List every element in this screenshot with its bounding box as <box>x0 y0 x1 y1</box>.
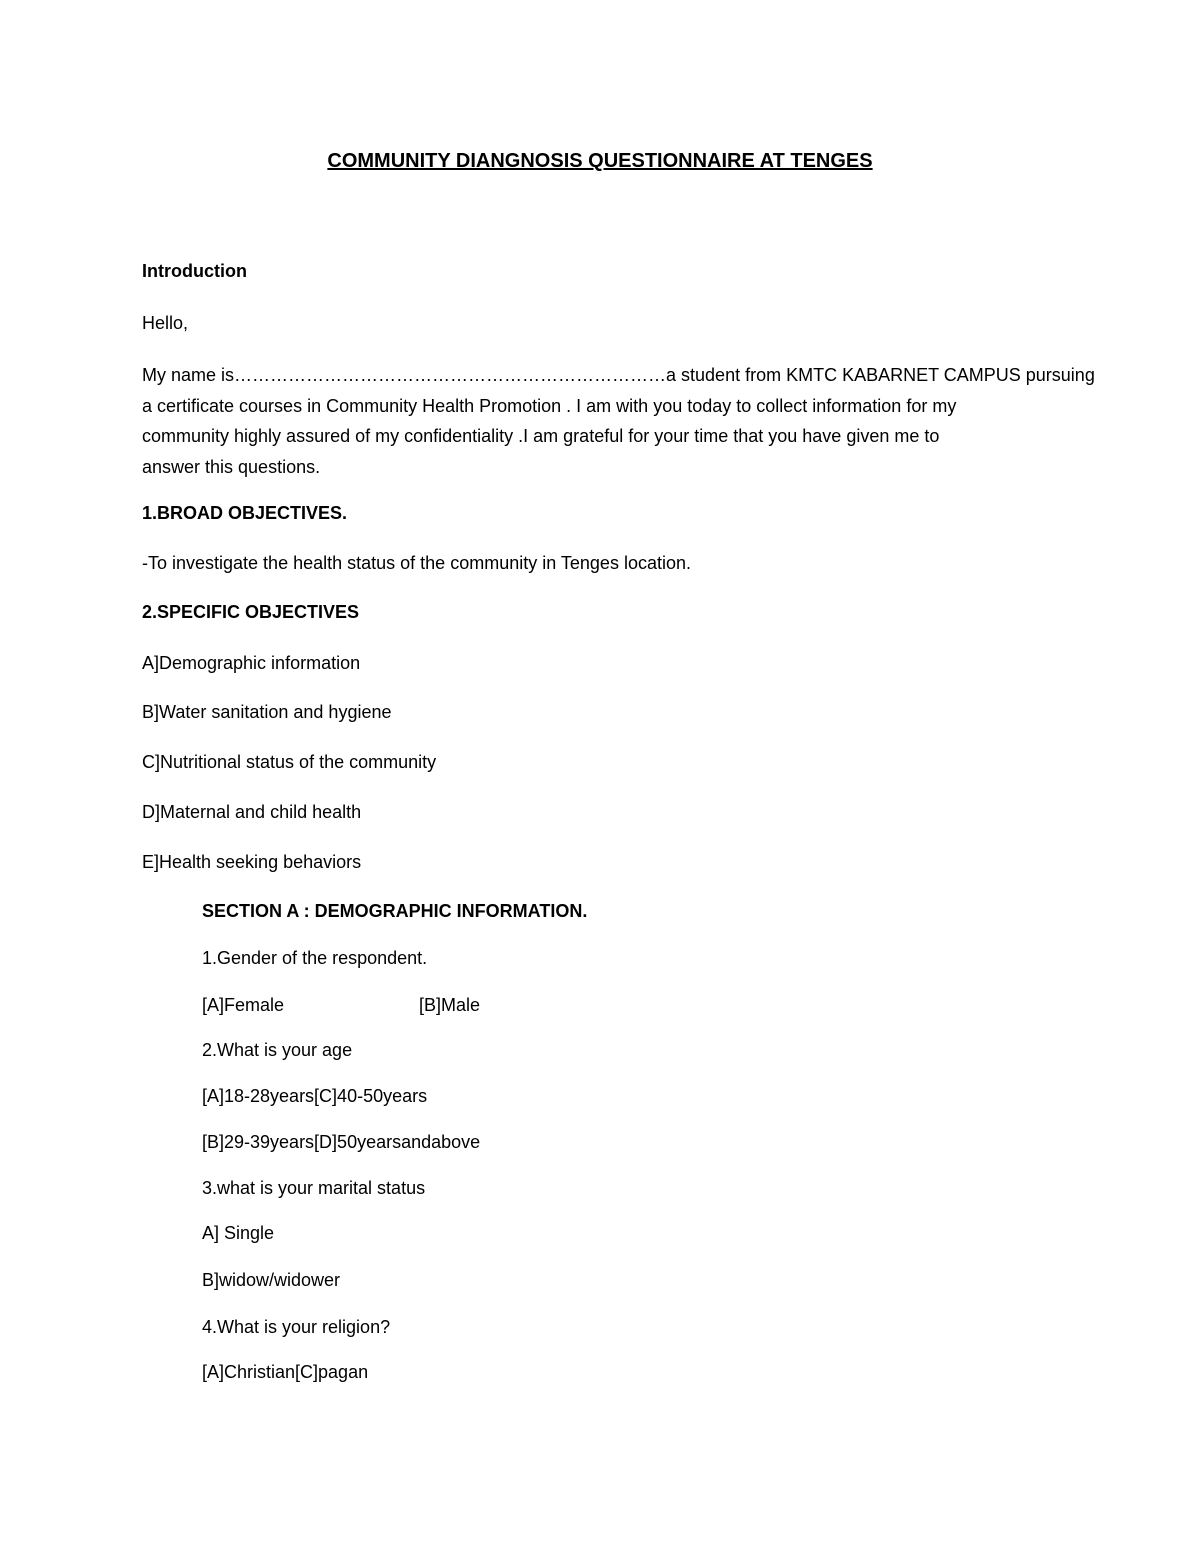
specific-objective-item: A]Demographic information <box>142 653 361 673</box>
specific-objective-item: E]Health seeking behaviors <box>142 852 362 872</box>
intro-line: community highly assured of my confidentiality .I am grateful for your time that you have given me to <box>142 426 940 446</box>
question-1-options <box>202 994 480 1016</box>
specific-objective-item: D]Maternal and child health <box>142 802 362 822</box>
question-3: 3.what is your marital status <box>202 1178 426 1198</box>
introduction-paragraph <box>142 360 1095 482</box>
specific-objectives-heading: 2.SPECIFIC OBJECTIVES <box>142 602 360 622</box>
option-female: [A]Female <box>202 995 285 1015</box>
intro-line: a certificate courses in Community Health Promotion . I am with you today to collect information for my <box>142 395 957 416</box>
document-title: COMMUNITY DIANGNOSIS QUESTIONNAIRE AT TENGES <box>327 150 873 172</box>
specific-objective-item: B]Water sanitation and hygiene <box>142 702 392 722</box>
question-2-options-row1: [A]18-28years[C]40-50years <box>202 1086 428 1106</box>
specific-objective-item: C]Nutritional status of the community <box>142 752 437 772</box>
question-2-options-row2: [B]29-39years[D]50yearsandabove <box>202 1132 481 1152</box>
question-4: 4.What is your religion? <box>202 1317 391 1337</box>
question-1: 1.Gender of the respondent. <box>202 948 428 968</box>
broad-objectives-heading: 1.BROAD OBJECTIVES. <box>142 503 348 523</box>
intro-line: answer this questions. <box>142 456 321 477</box>
broad-objective-text: -To investigate the health status of the community in Tenges location. <box>142 553 691 573</box>
question-3-option-b: B]widow/widower <box>202 1270 341 1290</box>
greeting: Hello, <box>142 313 189 333</box>
intro-line: My name is………………………………………………………………a student from KMTC KABARNET CAMPUS pursuing <box>142 365 1095 385</box>
option-male: [B]Male <box>419 995 481 1015</box>
question-4-options-row1: [A]Christian[C]pagan <box>202 1362 369 1382</box>
question-3-option-a: A] Single <box>202 1223 275 1243</box>
introduction-heading: Introduction <box>142 261 247 281</box>
question-2: 2.What is your age <box>202 1040 353 1060</box>
section-a-heading: SECTION A : DEMOGRAPHIC INFORMATION. <box>202 901 588 921</box>
